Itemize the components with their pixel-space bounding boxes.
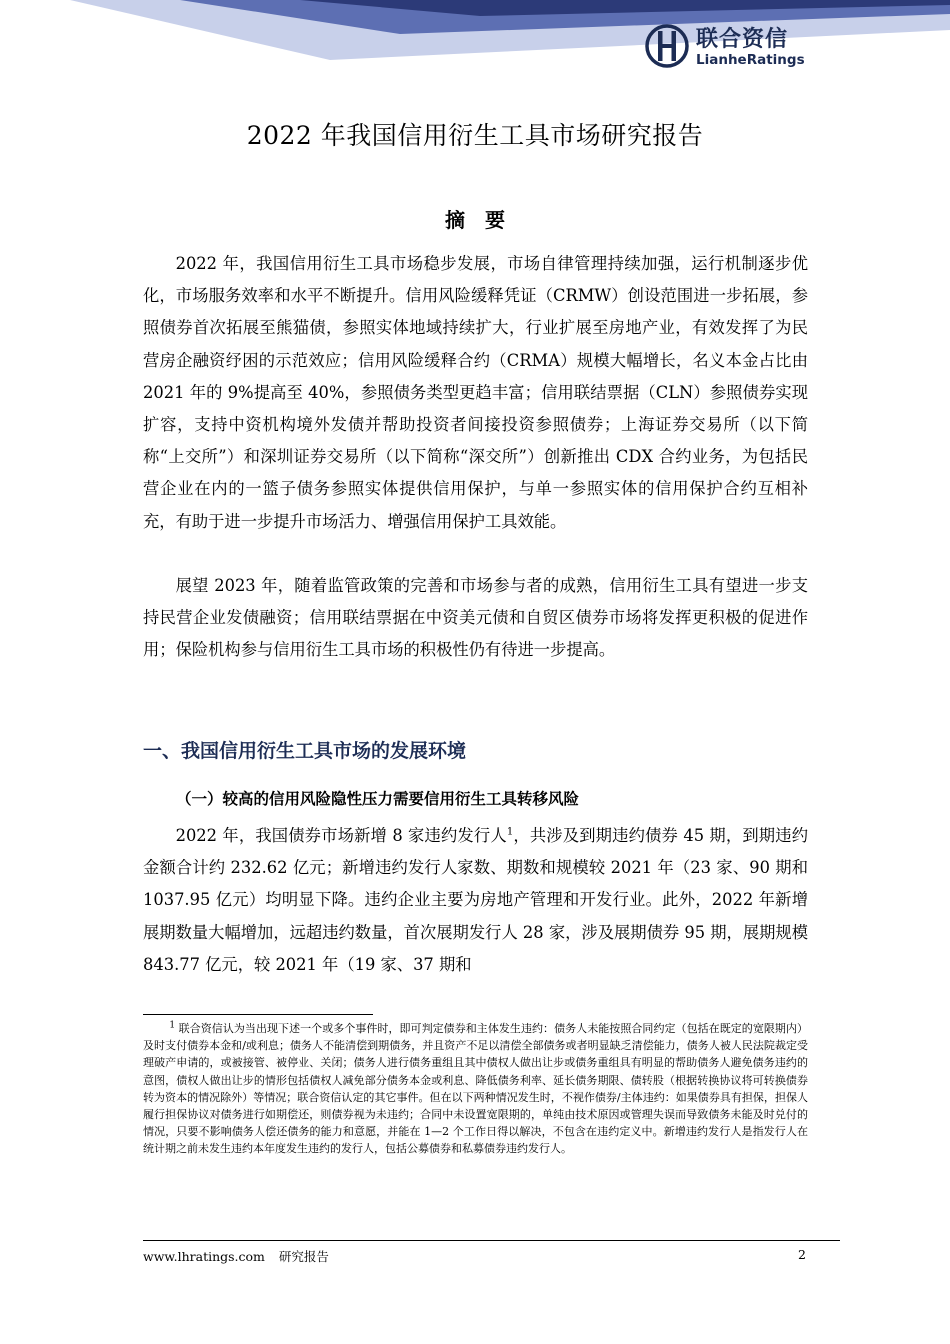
footnote-text: 联合资信认为当出现下述一个或多个事件时，即可判定债券和主体发生违约：债务人未能按照合同约定（包括在既定的宽限期内）及时支付债券本金和/或利息；债务人不能清偿到期债务，并且资产不足以清偿全部债务或者明显缺乏清偿能力，债务人被人民法院裁定受理破产申请的，或被接管、被停业、关闭；债务人进行债务重组且其中债权人做出让步或债务重组具有明显的帮助债务人避免债务违约的意图，债权人做出让步的情形包括债权人减免部分债务本金或利息、降低债务利率、延长债务期限、债转股（根据转换协议将可转换债券转为资本的情况除外）等情况；联合资信认定的其它事件。但在以下两种情况发生时，不视作债券/主体违约：如果债券具有担保，担保人履行担保协议对债务进行如期偿还，则债券视为未违约；合同中未设置宽限期的，单纯由技术原因或管理失误而导致债务未能及时兑付的情况，只要不影响债务人偿还债务的能力和意愿，并能在 1—2 个工作日得以解决，不包含在违约定义中。新增违约发行人是指发行人在统计期之前未发生违约本年度发生违约的发行人，包括公募债券和私募债券违约发行人。 xyxy=(143,1022,809,1156)
logo-chinese-name: 联合资信 xyxy=(696,27,789,52)
subsection-heading: （一）较高的信用风险隐性压力需要信用衍生工具转移风险 xyxy=(176,790,580,808)
body-text-after-ref: ，共涉及到期违约债券 45 期，到期违约金额合计约 232.62 亿元；新增违约发行人家数、期数和规模较 2021 年（23 家、90 期和 1037.95 亿元）均明显下降。违约企业主要为房地产管理和开发行业。此外，2022 年新增展期数量大幅增加，远超违约数量，首次展期发行人 28 家，涉及展期债券 95 期，展期规模 843.77 亿元，较 2021 年（19 家、37 期和 xyxy=(143,826,808,974)
abstract-heading: 摘 要 xyxy=(445,208,505,232)
footer-divider xyxy=(143,1240,840,1241)
footnote-reference[interactable]: 1 xyxy=(506,826,514,838)
footer-website-link[interactable]: www.lhratings.com xyxy=(143,1249,265,1264)
body-paragraph xyxy=(143,820,808,981)
footnote-divider xyxy=(143,1014,373,1015)
logo-english-name: LianheRatings xyxy=(696,52,805,68)
abstract-paragraph-2: 展望 2023 年，随着监管政策的完善和市场参与者的成熟，信用衍生工具有望进一步支持民营企业发债融资；信用联结票据在中资美元债和自贸区债券市场将发挥更积极的促进作用；保险机构参与信用衍生工具市场的积极性仍有待进一步提高。 xyxy=(143,576,808,660)
footnote xyxy=(143,1020,808,1158)
footer-left xyxy=(143,1247,329,1265)
footnote-marker: 1 xyxy=(169,1020,176,1031)
footer-label: 研究报告 xyxy=(278,1249,329,1264)
document-title: 2022 年我国信用衍生工具市场研究报告 xyxy=(246,121,704,150)
logo-mark-icon xyxy=(644,23,690,69)
body-text-before-ref: 2022 年，我国债券市场新增 8 家违约发行人 xyxy=(175,826,507,845)
abstract-paragraph-1: 2022 年，我国信用衍生工具市场稳步发展，市场自律管理持续加强，运行机制逐步优化，市场服务效率和水平不断提升。信用风险缓释凭证（CRMW）创设范围进一步拓展，参照债券首次拓展至熊猫债，参照实体地域持续扩大，行业扩展至房地产业，有效发挥了为民营房企融资纾困的示范效应；信用风险缓释合约（CRMA）规模大幅增长，名义本金占比由 2021 年的 9%提高至 40%，参照债务类型更趋丰富；信用联结票据（CLN）参照债券实现扩容，支持中资机构境外发债并帮助投资者间接投资参照债券；上海证券交易所（以下简称“上交所”）和深圳证券交易所（以下简称“深交所”）创新推出 CDX 合约业务，为包括民营企业在内的一篮子债务参照实体提供信用保护，与单一参照实体的信用保护合约互相补充，有助于进一步提升市场活力、增强信用保护工具效能。 xyxy=(143,254,808,531)
page-number: 2 xyxy=(798,1247,806,1262)
company-logo xyxy=(644,18,814,78)
section-heading: 一、我国信用衍生工具市场的发展环境 xyxy=(143,740,467,762)
